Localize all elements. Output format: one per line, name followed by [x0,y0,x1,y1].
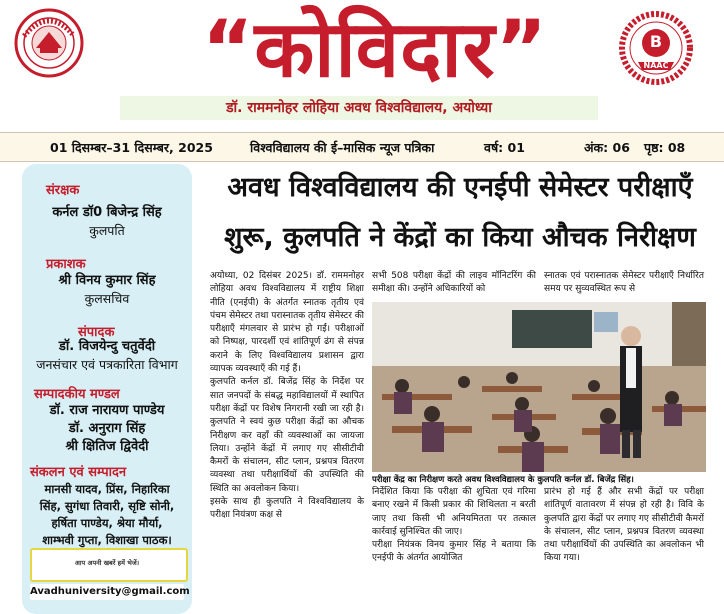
editor-heading: संपादक [78,325,115,340]
issue-number: अंक: 06 [584,140,630,155]
compilation-heading: संकलन एवं सम्पादन [30,465,127,480]
headline-line-1: अवध विश्वविद्यालय की एनईपी सेमेस्टर परीक्षाएँ [227,172,693,203]
exam-hall-photo [372,302,706,472]
publisher-role: कुलसचिव [84,291,130,306]
issue-info-bar [0,132,724,162]
contact-email[interactable]: Avadhuniversity@gmail.com [30,584,184,600]
editorial-board-heading: सम्पादकीय मण्डल [34,387,120,402]
article-column-3-bottom: प्रारंभ हो गई हैं और सभी केंद्रों पर परीक्षा शांतिपूर्ण वातावरण में संपन्न हो रही है। विवि के कुलपति द्वारा केंद्रों पर लगाए गए सीसीटीवी कैमरों के संचालन, सीट प्लान, प्रश्नपत्र वितरण व्यवस्था तथा परीक्षार्थियों की उपस्थिति का अवलोकन भी किया गया। [544,487,704,564]
patron-role: कुलपति [89,223,125,238]
university-seal-icon [14,8,84,78]
university-name: डॉ. राममनोहर लोहिया अवध विश्वविद्यालय, अयोध्या [226,100,492,116]
editor-name: डॉ. विजयेन्दु चतुर्वेदी [58,339,156,354]
publisher-heading: प्रकाशक [46,257,86,272]
article-column-1: अयोध्या, 02 दिसंबर 2025। डॉ. राममनोहर लोहिया अवध विश्वविद्यालय में राष्ट्रीय शिक्षा नीति (एनईपी) के अंतर्गत स्नातक तृतीय एवं पंचम सेमेस्टर तथा परास्नातक तृतीय सेमेस्टर की परीक्षाएँ मंगलवार से प्रारंभ हो गईं। परीक्षाओं को निष्पक्ष, पारदर्शी एवं शांतिपूर्ण ढंग से संपन्न कराने के लिए विश्वविद्यालय प्रशासन द्वारा व्यापक व्यवस्थाएँ की गई हैं। कुलपति कर्नल डॉ. बिजेंद्र सिंह के निर्देश पर सात जनपदों के संबद्ध महाविद्यालयों में स्थापित परीक्षा केंद्रों पर विशेष निगरानी रखी जा रही है। कुलपति ने स्वयं कुछ परीक्षा केंद्रों का औचक निरीक्षण कर वहाँ की व्यवस्थाओं का जायजा लिया। उन्होंने केंद्रों में लगाए गए सीसीटीवी कैमरों के संचालन, सीट प्लान, प्रश्नपत्र वितरण व्यवस्था तथा परीक्षार्थियों की उपस्थिति की स्थिति का अवलोकन किया। इसके साथ ही कुलपति ने विश्वविद्यालय के परीक्षा नियंत्रण कक्ष से [210,271,364,521]
publisher-name: श्री विनय कुमार सिंह [58,273,156,288]
newsletter-title: “कोविदार” [202,5,548,95]
compilation-line: सिंह, सुगंधा तिवारी, सृष्टि सोनी, [39,499,175,513]
photo-caption: परीक्षा केंद्र का निरीक्षण करते अवध विश्वविद्यालय के कुलपति कर्नल डॉ. बिजेंद्र सिंह। [372,475,634,485]
badge-grade: B [649,32,663,51]
year-number: वर्ष: 01 [484,140,525,155]
compilation-line: मानसी यादव, प्रिंस, निहारिका [44,482,170,496]
patron-heading: संरक्षक [46,183,80,198]
badge-text: NAAC [643,61,669,70]
board-member: श्री क्षितिज द्विवेदी [65,439,149,454]
patron-name: कर्नल डॉ0 बिजेन्द्र सिंह [52,205,162,220]
publication-type: विश्वविद्यालय की ई–मासिक न्यूज पत्रिका [250,140,435,155]
editor-role: जनसंचार एवं पत्रकारिता विभाग [36,357,178,372]
article-column-2-top: सभी 508 परीक्षा केंद्रों की लाइव मॉनिटरिंग की समीक्षा की। उन्होंने अधिकारियों को [372,271,536,295]
page-number: पृष्ठ: 08 [644,140,686,155]
article-column-3-top: स्नातक एवं परास्नातक सेमेस्टर परीक्षाएँ निर्धारित समय पर सुव्यवस्थित रूप से [544,271,704,295]
headline-line-2: शुरू, कुलपति ने केंद्रों का किया औचक निरीक्षण [224,222,696,253]
compilation-line: शाम्भवी गुप्ता, विशाखा पाठक। [42,533,172,547]
naac-b-grade-badge-icon [616,8,696,88]
compilation-line: हर्षिता पाण्डेय, श्रेया मौर्या, [51,516,163,530]
editorial-sidebar [22,164,192,614]
article-column-2-bottom: निर्देशित किया कि परीक्षा की शुचिता एवं गरिमा बनाए रखने में किसी प्रकार की शिथिलता न बरती जाए तथा किसी भी अनियमितता पर तत्काल कार्रवाई सुनिश्चित की जाए। परीक्षा नियंत्रक विनय कुमार सिंह ने बताया कि एनईपी के अंतर्गत आयोजित [372,487,536,564]
board-member: डॉ. अनुराग सिंह [68,421,146,436]
date-range: 01 दिसम्बर–31 दिसम्बर, 2025 [50,140,213,155]
board-member: डॉ. राज नारायण पाण्डेय [49,403,165,418]
quote-text: आप अपनी खबरें हमें भेजें। [74,559,140,567]
